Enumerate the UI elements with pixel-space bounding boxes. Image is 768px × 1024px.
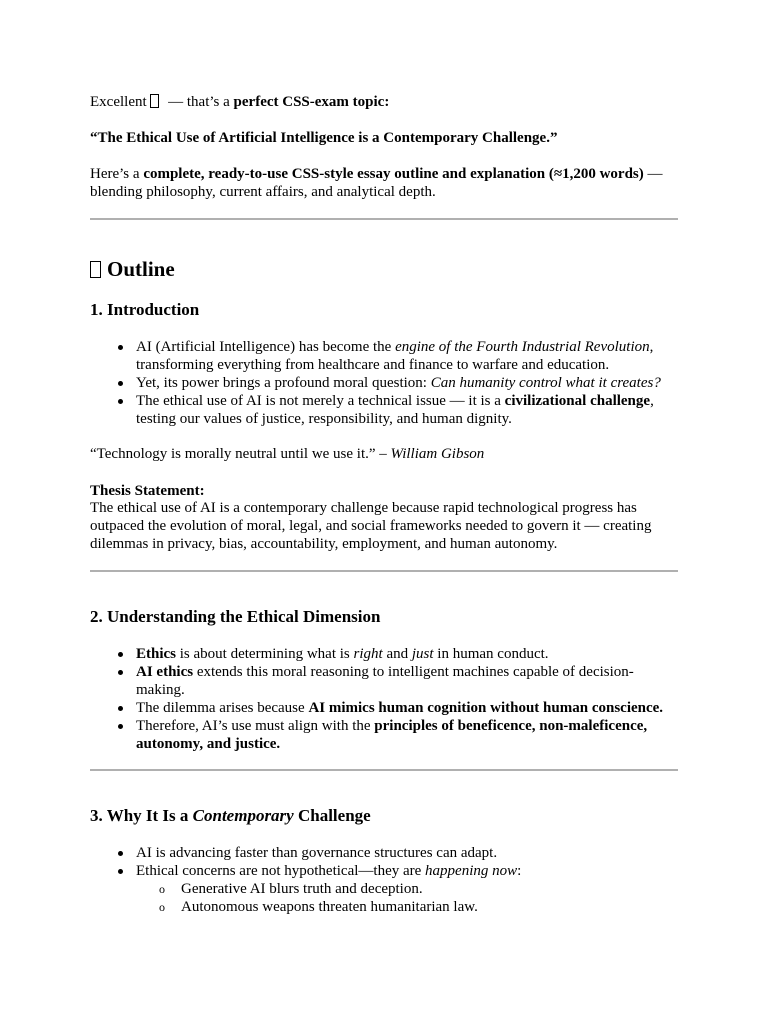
text-bold: Ethics xyxy=(136,646,177,662)
text: , testing our values of justice, responsibility, and human dignity. xyxy=(136,393,654,427)
list-item xyxy=(136,862,680,916)
list-item xyxy=(136,717,680,753)
list-item xyxy=(136,645,680,663)
text: : xyxy=(517,863,522,879)
text: Yet, its power brings a profound moral question: xyxy=(136,375,431,391)
text-italic: engine of the Fourth Industrial Revolution xyxy=(395,339,650,355)
thesis-label: Thesis Statement: xyxy=(90,483,205,499)
text: Challenge xyxy=(293,806,371,825)
intro-middle: — that’s a xyxy=(164,94,234,110)
section-1-heading: 1. Introduction xyxy=(90,300,200,319)
section-3-list xyxy=(136,844,680,916)
intro-line xyxy=(90,93,389,111)
list-item xyxy=(136,663,680,699)
text: , transforming everything from healthcare and finance to warfare and education. xyxy=(136,339,654,373)
missing-glyph-icon xyxy=(150,94,159,108)
horizontal-rule xyxy=(90,769,678,771)
here-suffix: — blending philosophy, current affairs, and analytical depth. xyxy=(90,166,663,200)
sub-list-item: o Generative AI blurs truth and deception. xyxy=(181,880,680,898)
section-1-list xyxy=(136,338,680,428)
here-bold: complete, ready-to-use CSS-style essay outline and explanation (≈1,200 words) xyxy=(143,166,644,182)
sub-list-item: o Autonomous weapons threaten humanitarian law. xyxy=(181,898,680,916)
horizontal-rule xyxy=(90,570,678,572)
text-italic: right xyxy=(353,646,383,662)
here-paragraph xyxy=(90,165,678,201)
section-2-heading: 2. Understanding the Ethical Dimension xyxy=(90,607,381,626)
section-3-sublist xyxy=(181,880,680,916)
text: is about determining what is xyxy=(176,646,354,662)
text-italic: just xyxy=(411,646,434,662)
quote-text: “Technology is morally neutral until we use it.” – xyxy=(90,446,391,462)
text: AI (Artificial Intelligence) has become the xyxy=(136,339,396,355)
text: Ethical concerns are not hypothetical—they are xyxy=(136,863,426,879)
list-item: AI is advancing faster than governance structures can adapt. xyxy=(136,844,680,862)
quote-author: William Gibson xyxy=(390,446,485,462)
list-item xyxy=(136,699,680,717)
here-prefix: Here’s a xyxy=(90,166,144,182)
text-bold: principles of beneficence, non-maleficence, autonomy, and justice. xyxy=(136,718,648,752)
outline-heading-text: Outline xyxy=(107,257,175,281)
text: and xyxy=(382,646,412,662)
text: The dilemma arises because xyxy=(136,700,309,716)
text: The ethical use of AI is not merely a technical issue — it is a xyxy=(136,393,505,409)
list-item xyxy=(136,392,680,428)
intro-bold: perfect CSS-exam topic: xyxy=(233,94,390,110)
text: 3. Why It Is a xyxy=(90,806,193,825)
missing-glyph-icon xyxy=(90,261,101,278)
gibson-quote xyxy=(90,445,484,463)
section-2-list xyxy=(136,645,680,753)
text: Therefore, AI’s use must align with the xyxy=(136,718,375,734)
outline-heading xyxy=(90,256,175,282)
text-italic: Contemporary xyxy=(192,806,294,825)
text-bold: civilizational challenge xyxy=(504,393,651,409)
intro-prefix: Excellent xyxy=(90,94,151,110)
text: in human conduct. xyxy=(433,646,549,662)
text-bold: AI ethics xyxy=(136,664,194,680)
text: extends this moral reasoning to intelligent machines capable of decision-making. xyxy=(136,664,634,698)
text-bold: AI mimics human cognition without human conscience. xyxy=(308,700,664,716)
essay-title: “The Ethical Use of Artificial Intelligence is a Contemporary Challenge.” xyxy=(90,130,558,146)
section-3-heading xyxy=(90,806,371,826)
thesis-statement: The ethical use of AI is a contemporary challenge because rapid technological progress has outpaced the evolution of moral, legal, and social frameworks needed to govern it — creating dilemmas in privacy, bias, accountability, employment, and human autonomy. xyxy=(90,500,652,552)
list-item xyxy=(136,338,680,374)
text-italic: Can humanity control what it creates? xyxy=(430,375,661,391)
text-italic: happening now xyxy=(425,863,518,879)
list-item xyxy=(136,374,680,392)
horizontal-rule xyxy=(90,218,678,220)
